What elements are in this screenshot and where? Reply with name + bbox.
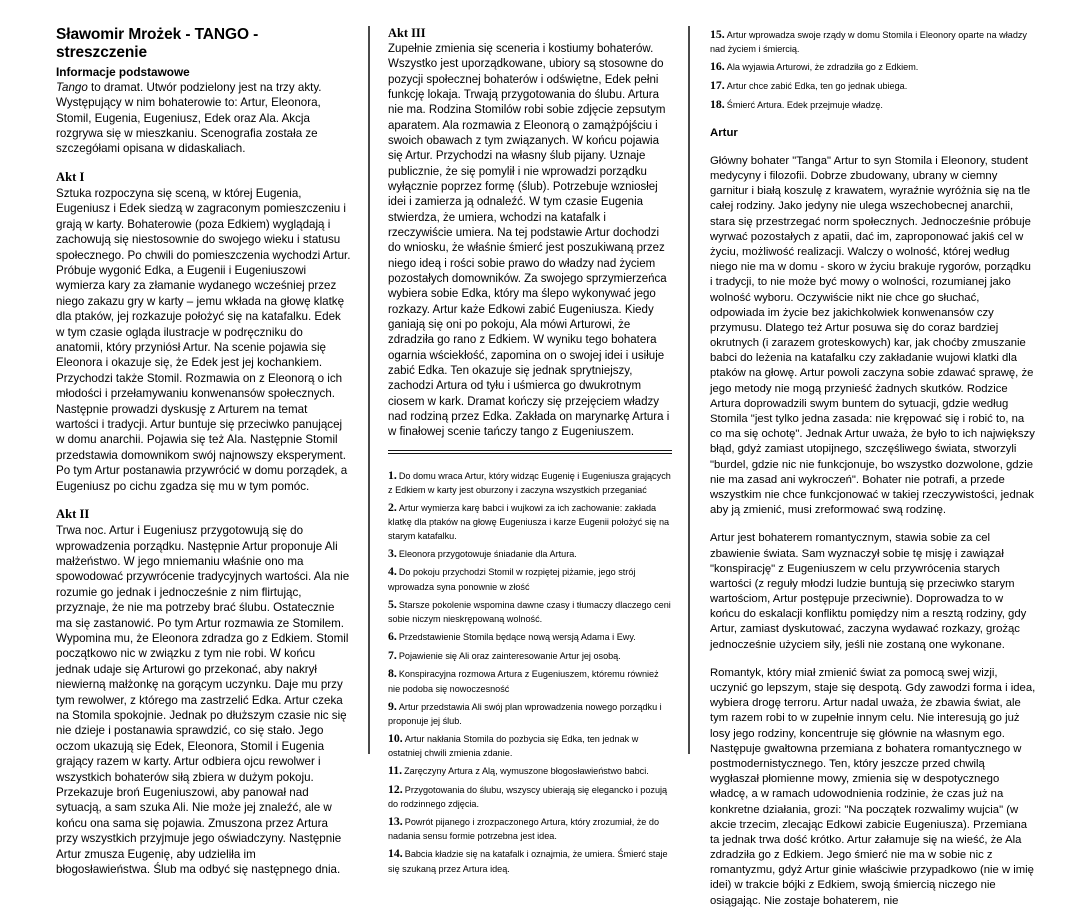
intro-rest-text: to dramat. Utwór podzielony jest na trzy akty. Występujący w nim bohaterowie to: Artur, Eleonora, Stomil, Eugenia, Eugeniusz, Edek oraz Ala. Akcja rozgrywa się w mieszkaniu. Scenografia została ze szczegółami opisana w didaskaliach. [56,80,322,156]
list-item [388,665,672,696]
list-item-number: 12. [388,781,403,796]
paragraph-artur-3: Romantyk, który miał zmienić świat za pomocą swej wizji, uczynić go lepszym, staje się despotą. Gdy zawodzi forma i idea, wybiera drogę terroru. Artur nadal uważa, że zbawia świat, ale tym razem robi to w zupełnie innym celu. Nie interesują go już losy jego rodziny, koncentruje się głównie na własnym ego. Następuje gwałtowna przemiana z bohatera romantycznego w postmodernistycznego. Ten, który jeszcze przed chwilą wygłaszał płomienne mowy, zmienia się w despotycznego władcę, a w ramach udowodnienia rodzinie, że czas już na konkretne działania, grozi: "Na początek rozwalimy wujcia" (w akcie trzecim, zlecając Edkowi zabicie Eugeniusza). Przemiana ta jednak trwa dość krótko. Artur załamuje się na wieść, że Ala zdradziła go z Edkiem. Jego śmierć nie ma w sobie nic z romantyzmu, gdyż Artur ginie właściwie przypadkowo (nie w imię idei) w trakcie bójki z Edkiem, swoją śmiercią niczego nie osiągając. Nie zostaje bohaterem, nie [710,666,1036,907]
list-item-number: 17. [710,78,725,93]
list-item [388,730,672,761]
list-item [388,698,672,729]
heading-akt-2: Akt II [56,507,90,522]
heading-akt-1: Akt I [56,169,85,184]
divider-double-rule [388,450,672,454]
list-item [710,58,1036,75]
heading-akt-3: Akt III [388,26,426,40]
intro-italic-title: Tango [56,80,88,94]
paragraph-akt-3: Zupełnie zmienia się sceneria i kostiumy bohaterów. Wszystko jest uporządkowane, ubiory są stosowne do pozycji społecznej bohaterów i odświętne, Edek pełni funkcję lokaja. Trwają przygotowania do ślubu. Artura nie ma. Rodzina Stomilów robi sobie zdjęcie zepsutym aparatem. Ala rozmawia z Eleonorą o zamążpójściu i swoich obawach z tym związanych. W końcu pojawia się Artur. Przychodzi na własny ślub pijany. Uznaje publicznie, że się pomylił i nie wprowadzi porządku wyłącznie poprzez formę (ślub). Potrzebuje wzniosłej idei i zamierza ją odnaleźć. W tym czasie Eugenia stwierdza, że umiera, wchodzi na katafalk i rzeczywiście umiera. Na tej podstawie Artur dochodzi do wniosku, że właśnie śmierć jest poszukiwaną przez niego ideą i rości sobie prawo do władzy nad życiem pozostałych domowników. Za swojego sprzymierzeńca wybiera sobie Edka, który ma ślepo wykonywać jego rozkazy. Artur każe Edkowi zabić Eugeniusza. Kiedy ganiają się oni po pokoju, Ala mówi Arturowi, że zdradziła go rano z Edkiem. W wyniku tego bohatera ogarnia wściekłość, zapomina on o swojej idei i usiłuje zabić Edka. Ten okazuje się jednak sprytniejszy, zachodzi Artura od tyłu i uśmierca go dwukrotnym ciosem w kark. Dramat kończy się przejęciem władzy nad rodziną przez Edka. Zakłada on marynarkę Artura i w finałowej scenie tańczy tango z Eugeniuszem. [388,42,670,439]
paragraph-akt-1: Sztuka rozpoczyna się sceną, w której Eugenia, Eugeniusz i Edek siedzą w zagraconym pomieszczeniu i grają w karty. Bohaterowie (poza Edkiem) wyglądają i zachowują się niestosownie do swojego wieku i statusu społecznego. Po chwili do pomieszczenia wychodzi Artur. Próbuje wygonić Edka, a Eugenii i Eugeniuszowi wymierza kary za złamanie wydanego wcześniej przez niego zakazu gry w karty – jemu wkłada na głowę klatkę dla ptaków, jej rozkazuje położyć się na katafalku. Edek w tym czasie ogląda ilustracje w podręczniku do anatomii, który przyniósł Artur. Na scenie pojawia się Eleonora i okazuje się, że Edek jest jej kochankiem. Przychodzi także Stomil. Rozmawia on z Eleonorą o ich młodości i przełamywaniu konwenansów społecznych. Następnie prowadzi dyskusję z Arturem na temat wartości i tradycji. Artur buntuje się przeciwko panującej w domu anarchii. Pojawia się też Ala. Następnie Stomil przedstawia domownikom swój najnowszy eksperyment. Po tym Artur postanawia przywrócić w domu porządek, a Eugeniusz po cichu zgadza się mu w tym pomóc. [56,186,351,493]
list-item-number: 14. [388,846,403,861]
section-heading-basic-info: Informacje podstawowe [56,64,190,79]
list-item [388,596,672,627]
list-item-number: 10. [388,730,403,745]
plan-list-right [710,26,1036,113]
list-item-number: 7. [388,647,397,662]
paragraph-artur-2: Artur jest bohaterem romantycznym, stawia sobie za cel zbawienie świata. Sam wyznaczył sobie tę misję i zawiązał "konspirację" z Eugeniuszem w celu przywrócenia starych wartości (z reguły młodzi ludzie buntują się przeciwko starym wartościom, Artur postępuje przeciwnie). Doprowadza to w końcu do eskalacji konfliktu pomiędzy nim a resztą rodziny, gdy Artur, zamiast dyskutować, zaczyna wydawać rozkazy, grożąc jednocześnie użyciem siły, jeśli nie zostaną one wykonane. [710,532,1027,651]
list-item [388,845,672,876]
list-item [388,781,672,812]
list-item-number: 16. [710,59,725,74]
list-item-text: Artur wprowadza swoje rządy w domu Stomila i Eleonory oparte na władzy nad życiem i śmiercią. [710,30,1027,55]
list-item-text: Powrót pijanego i zrozpaczonego Artura, który zrozumiał, że do nadania sensu formie potrzebna jest idea. [388,816,659,842]
list-item-text: Starsze pokolenie wspomina dawne czasy i tłumaczy dlaczego ceni sobie niczym nieskrępowaną wolność. [388,599,671,624]
list-item-number: 4. [388,564,397,579]
list-item-number: 8. [388,666,397,681]
paragraph-akt-2: Trwa noc. Artur i Eugeniusz przygotowują się do wprowadzenia porządku. Następnie Artur proponuje Ali małżeństwo. W jego mniemaniu właśnie ono ma spowodować przywrócenie tradycyjnych wartości. Ala nie rozumie go jednak i jednocześnie z nim flirtując, przyznaje, że nie ma potrzeby brać ślubu. Ostatecznie ma się zastanowić. Po tym Artur rozmawia ze Stomilem. Wypomina mu, że Eleonora zdradza go z Edkiem. Stomil początkowo nic w związku z tym nie robi. W końcu jednak udaje się Arturowi go przekonać, aby nakrył niewierną małżonkę na gorącym uczynku. Daje mu przy tym rewolwer, z którego ma zastrzelić Edka. Artur czeka na Stomila spokojnie. Jednak po dłuższym czasie nic się nie dzieje i postanawia sprawdzić, co się stało. Jego oczom ukazują się Edek, Eleonora, Stomil i Eugenia grający razem w karty. Artur odbiera ojcu rewolwer i wszystkich bohaterów siłą zbiera w dużym pokoju. Przekazuje broń Eugeniuszowi, aby panował nad sytuacją, a sam szuka Ali. Nie może jej znaleźć, ale w końcu ona sama się pojawia. Zmuszona przez Artura przy wszystkich przyjmuje jego oświadczyny. Następnie Artur zmusza Eugenię, aby udzieliła im błogosławieństwa. Ślub ma odbyć się następnego dnia. [56,524,350,877]
list-item-number: 9. [388,698,397,713]
list-item-text: Do domu wraca Artur, który widząc Eugenię i Eugeniusza grających z Edkiem w karty jest oburzony i zaczyna wszystkich przeganiać [388,470,671,496]
list-item [388,628,672,645]
list-item-number: 3. [388,545,397,560]
list-item-text: Przedstawienie Stomila będące nową wersją Adama i Ewy. [398,631,636,642]
list-item [388,647,672,664]
column-middle [368,26,688,874]
list-item-number: 1. [388,467,397,482]
list-item [710,26,1036,57]
list-item-number: 5. [388,596,397,611]
column-left [56,26,368,877]
list-item [710,77,1036,94]
plan-list-middle [388,467,672,876]
list-item [388,467,672,498]
list-item-text: Konspiracyjna rozmowa Artura z Eugeniuszem, któremu również nie podoba się nowoczesność [388,669,659,694]
list-item-text: Zaręczyny Artura z Alą, wymuszone błogosławieństwo babci. [404,765,649,776]
paragraph-artur-1: Główny bohater "Tanga" Artur to syn Stomila i Eleonory, student medycyny i filozofii. Dobrze zbudowany, ubrany w ciemny garnitur i białą koszulę z krawatem, wyraźnie wyróżnia się na tle całej rodziny. Jako jedyny nie ulega wszechobecnej anarchii, stara się przestrzegać norm społecznych. Jednocześnie próbuje wyrwać pozostałych z apatii, dać im, zaproponować jakiś cel w życiu, możliwość realizacji. Walczy o wolność, której według niego nie ma w domu - skoro w życiu brakuje rygorów, porządku i tradycji, to nie może być mowy o wolności, rozumianej jako wolność wyboru. Oczywiście nikt nie chce go słuchać, odpowiada im życie bez jakichkolwiek konwenansów czy przymusu. Dlatego też Artur posuwa się do coraz bardziej okrutnych (i zarazem groteskowych) kar, jak choćby zmuszanie babci do leżenia na katafalku czy zakładanie wujowi klatki dla ptaków na głowę. Artur powoli zaczyna sobie zdawać sprawę, że jego metody nie mogą przynieść żadnych skutków. Rodzice Artura doprowadzili swym buntem do sytuacji, gdzie według Stomila "jest tylko jedna zasada: nie krępować się i robić to, na co ma się ochotę". Jednak Artur uważa, że było to ich największy błąd, gdyż zamiast utopijnego, szczęśliwego świata, stworzyli "burdel, gdzie nic nie funkcjonuje, bo wszystko dozwolone, gdzie nie ma zasad ani wykroczeń". Bohater nie potrafi, a przede wszystkim nie chce funkcjonować w takiej rzeczywistości, jednak aby ją zmienić, musi zreformować swą rodzinę. [710,154,1035,517]
intro-paragraph [56,80,352,157]
list-item-text: Artur nakłania Stomila do pozbycia się Edka, ten jednak w ostatniej chwili zmienia zdanie. [388,733,639,759]
list-item [388,545,672,562]
column-right [688,26,1036,907]
list-item-text: Artur wymierza karę babci i wujkowi za ich zachowanie: zakłada klatkę dla ptaków na głowę Eugeniusza i karze Eugenii położyć się na starym katafalku. [388,503,670,541]
list-item [388,813,672,844]
list-item-text: Artur przedstawia Ali swój plan wprowadzenia nowego porządku i proponuje jej ślub. [388,701,662,726]
list-item-number: 13. [388,813,403,828]
list-item-text: Śmierć Artura. Edek przejmuje władzę. [726,99,883,110]
list-item-number: 18. [710,96,725,111]
list-item-number: 11. [388,762,403,777]
list-item-text: Babcia kładzie się na katafalk i oznajmia, że umiera. Śmierć staje się szukaną przez Artura ideą. [388,849,668,874]
list-item-text: Przygotowania do ślubu, wszyscy ubierają się elegancko i pozują do rodzinnego zdjęcia. [388,784,668,810]
list-item [710,96,1036,113]
list-item-text: Artur chce zabić Edka, ten go jednak ubiega. [726,81,908,92]
list-item-text: Pojawienie się Ali oraz zainteresowanie Artur jej osobą. [398,650,621,661]
list-item-number: 2. [388,500,397,514]
list-item-text: Eleonora przygotowuje śniadanie dla Artura. [398,548,577,559]
page-title: Sławomir Mrożek - TANGO - streszczenie [56,26,259,61]
list-item [388,499,672,543]
list-item [388,563,672,594]
list-item [388,762,672,779]
list-item-text: Do pokoju przychodzi Stomil w rozpiętej piżamie, jego strój wprowadza syna ponownie w złość [388,567,636,592]
list-item-text: Ala wyjawia Arturowi, że zdradziła go z Edkiem. [726,62,919,73]
list-item-number: 6. [388,628,397,643]
list-item-number: 15. [710,27,725,41]
heading-character-artur: Artur [710,127,738,140]
